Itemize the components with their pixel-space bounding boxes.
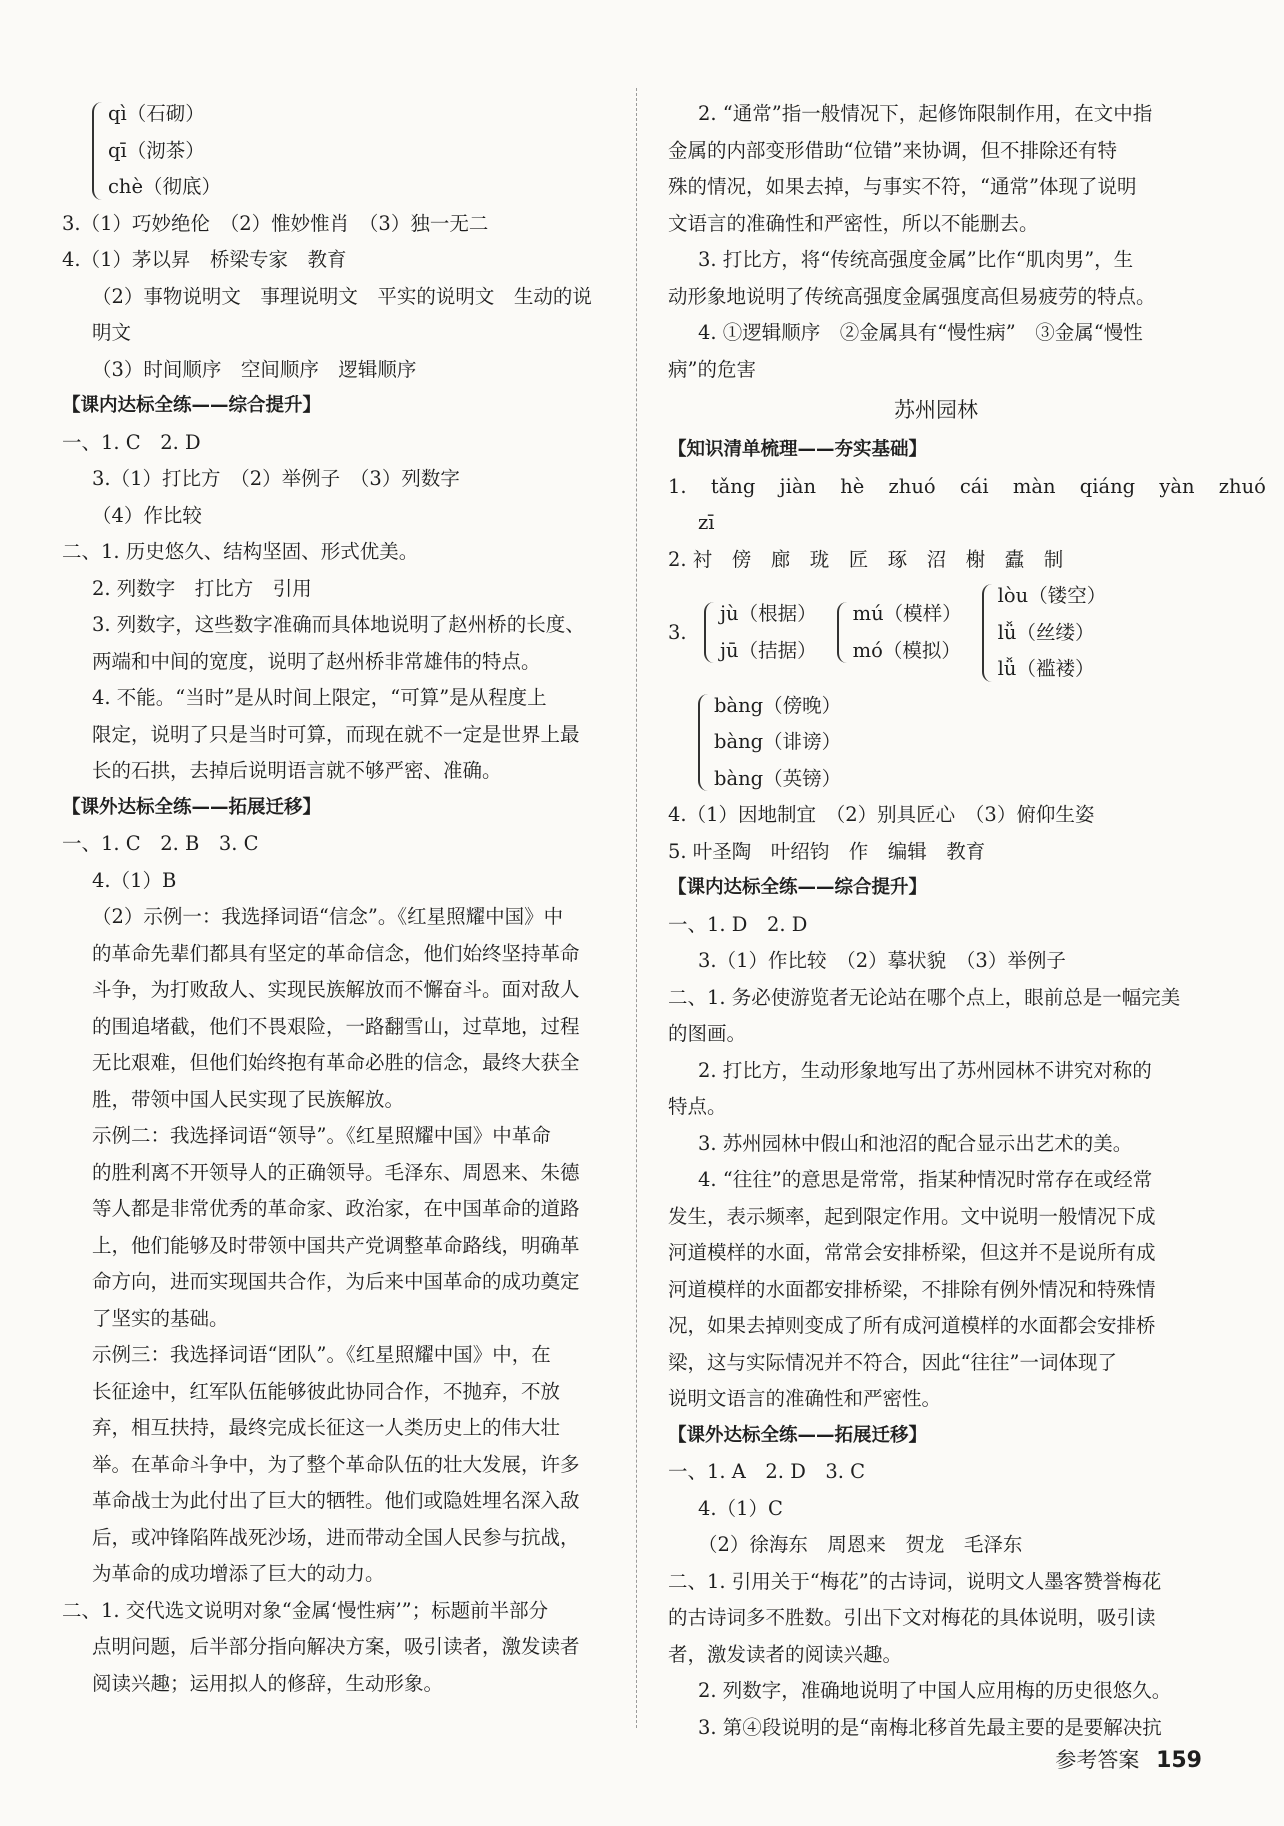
footer-label: 参考答案 (1055, 1748, 1140, 1772)
answer-line: 3. 苏州园林中假山和池沼的配合显示出艺术的美。 (698, 1131, 1133, 1155)
brace (92, 102, 104, 200)
answer-line: 动形象地说明了传统高强度金属强度高但易疲劳的特点。 (668, 284, 1156, 308)
answer-line: 斗争，为打败敌人、实现民族解放而不懈奋斗。面对敌人 (92, 978, 580, 1001)
answer-line: 后，或冲锋陷阵战死沙场，进而带动全国人民参与抗战， (92, 1525, 580, 1549)
section-heading: 【课内达标全练——综合提升】 (62, 395, 322, 416)
page-footer (1055, 1740, 1202, 1780)
answer-line: 阅读兴趣；运用拟人的修辞，生动形象。 (92, 1671, 444, 1695)
pinyin: hè (840, 474, 865, 498)
answer-line: 3. 列数字，这些数字准确而具体地说明了赵州桥的长度、 (92, 613, 585, 636)
answer-line: 2. 列数字，准确地说明了中国人应用梅的历史很悠久。 (698, 1679, 1172, 1702)
answer-line: 的革命先辈们都具有坚定的革命信念，他们始终坚持革命 (92, 941, 580, 965)
polyphone-group-bang (668, 688, 1204, 798)
answer-line: 3. 打比方，将“传统高强度金属”比作“肌肉男”，生 (698, 248, 1134, 271)
answer-line: 4.（1）因地制宜 （2）别具匠心 （3）俯仰生姿 (668, 803, 1095, 826)
poly-item: qī（沏茶） (108, 138, 205, 162)
page-number: 159 (1156, 1748, 1202, 1773)
pinyin: màn (1012, 474, 1056, 498)
answer-line: 4.（1）C (698, 1496, 783, 1520)
brace (837, 602, 849, 663)
answer-line: （4）作比较 (92, 503, 202, 527)
poly-item: lǚ（丝缕） (997, 620, 1095, 644)
answer-line: 2. 列数字 打比方 引用 (92, 576, 312, 600)
answer-line: 二、1. 历史悠久、结构坚固、形式优美。 (62, 540, 419, 563)
answer-line: 4. ①逻辑顺序 ②金属具有“慢性病” ③金属“慢性 (698, 321, 1143, 344)
answer-line: 梁，这与实际情况并不符合，因此“往往”一词体现了 (668, 1350, 1117, 1374)
answer-line: 3.（1）巧妙绝伦 （2）惟妙惟肖 （3）独一无二 (62, 211, 489, 235)
poly-item: bàng（诽谤） (714, 730, 842, 753)
polyphone-group-lou (982, 578, 1107, 688)
answer-line: 长征途中，红军队伍能够彼此协同合作，不抛弃，不放 (92, 1379, 561, 1403)
answer-line: （3）时间顺序 空间顺序 逻辑顺序 (92, 357, 417, 381)
section-heading: 【课外达标全练——拓展迁移】 (62, 796, 322, 818)
answer-line: 况，如果去掉则变成了所有成河道模样的水面都会安排桥 (668, 1314, 1156, 1337)
answer-line: 河道模样的水面，常常会安排桥梁，但这并不是说所有成 (668, 1241, 1156, 1264)
poly-item: chè（彻底） (108, 175, 222, 198)
answer-line: 者，激发读者的阅读兴趣。 (668, 1642, 903, 1666)
answer-line: 上，他们能够及时带领中国共产党调整革命路线，明确革 (92, 1233, 580, 1257)
poly-item: bàng（傍晚） (714, 693, 842, 717)
left-column (62, 96, 618, 1702)
answer-line: 两端和中间的宽度，说明了赵州桥非常雄伟的特点。 (92, 649, 541, 673)
answer-line: 金属的内部变形借助“位错”来协调，但不排除还有特 (668, 138, 1117, 162)
answer-line: 无比艰难，但他们始终抱有革命必胜的信念，最终大获全 (92, 1051, 580, 1074)
pinyin: cái (959, 474, 989, 498)
answer-line: 2. 衬 傍 廊 珑 匠 琢 沼 榭 蠹 制 (668, 547, 1064, 571)
column-divider (636, 88, 637, 1728)
item-number: 1. (668, 474, 687, 498)
answer-line: 一、1. D 2. D (668, 912, 808, 936)
poly-item: mú（模样） (852, 602, 962, 626)
answer-line: 4. 不能。“当时”是从时间上限定，“可算”是从程度上 (92, 686, 547, 709)
answer-line: 4. “往往”的意思是常常，指某种情况时常存在或经常 (698, 1168, 1153, 1191)
answer-line: 病”的危害 (668, 357, 756, 381)
polyphone-group-mu (837, 596, 962, 669)
pinyin: tǎng (710, 474, 756, 498)
brace (982, 584, 994, 682)
answer-line: 河道模样的水面都安排桥梁，不排除有例外情况和特殊情 (668, 1277, 1156, 1301)
answer-line: （2）示例一：我选择词语“信念”。《红星照耀中国》中 (92, 905, 564, 928)
poly-item: bàng（英镑） (714, 766, 842, 790)
answer-line: 一、1. A 2. D 3. C (668, 1460, 866, 1483)
answer-line: 发生，表示频率，起到限定作用。文中说明一般情况下成 (668, 1204, 1156, 1228)
item-number: 3. (668, 621, 687, 645)
right-column (668, 96, 1266, 1746)
pinyin: qiáng (1079, 474, 1136, 498)
poly-item: mó（模拟） (852, 638, 961, 662)
brace (704, 602, 716, 663)
answer-line: 胜，带领中国人民实现了民族解放。 (92, 1087, 405, 1111)
answer-line: 一、1. C 2. B 3. C (62, 832, 259, 855)
answer-line: 3.（1）打比方 （2）举例子 （3）列数字 (92, 467, 460, 490)
answer-line: 为革命的成功增添了巨大的动力。 (92, 1562, 385, 1585)
answer-line: （2）徐海东 周恩来 贺龙 毛泽东 (698, 1533, 1023, 1556)
pinyin: jiàn (779, 474, 816, 498)
pinyin: zhuó (1218, 474, 1266, 498)
answer-line: 文语言的准确性和严密性，所以不能删去。 (668, 211, 1039, 235)
answer-line: 说明文语言的准确性和严密性。 (668, 1387, 942, 1410)
answer-line: 特点。 (668, 1095, 727, 1118)
answer-line: 二、1. 引用关于“梅花”的古诗词，说明文人墨客赞誉梅花 (668, 1569, 1162, 1593)
answer-line: 示例三：我选择词语“团队”。《红星照耀中国》中，在 (92, 1343, 551, 1366)
answer-line: 革命战士为此付出了巨大的牺牲。他们或隐姓埋名深入敌 (92, 1489, 580, 1512)
poly-item: qì（石砌） (108, 102, 205, 125)
answer-line: 一、1. C 2. D (62, 430, 201, 454)
answer-line: 限定，说明了只是当时可算，而现在就不一定是世界上最 (92, 722, 580, 746)
answer-line: 示例二：我选择词语“领导”。《红星照耀中国》中革命 (92, 1124, 551, 1147)
answer-line: （2）事物说明文 事理说明文 平实的说明文 生动的说 (92, 284, 592, 308)
poly-item: lòu（镂空） (997, 584, 1107, 607)
answer-line: 命方向，进而实现国共合作，为后来中国革命的成功奠定 (92, 1270, 580, 1293)
answer-line: 等人都是非常优秀的革命家、政治家，在中国革命的道路 (92, 1197, 580, 1220)
answer-line: 二、1. 务必使游览者无论站在哪个点上，眼前总是一幅完美 (668, 985, 1181, 1009)
answer-line: 举。在革命斗争中，为了整个革命队伍的壮大发展，许多 (92, 1452, 580, 1476)
answer-line: 的图画。 (668, 1022, 747, 1045)
pinyin: yàn (1159, 474, 1195, 498)
answer-line: 点明问题，后半部分指向解决方案，吸引读者，激发读者 (92, 1635, 580, 1658)
poly-item: jù（根据） (720, 602, 817, 626)
section-heading: 【课外达标全练——拓展迁移】 (668, 1424, 928, 1446)
section-heading: 【课内达标全练——综合提升】 (668, 877, 928, 898)
answer-line: 4.（1）茅以昇 桥梁专家 教育 (62, 248, 347, 271)
answer-line: 二、1. 交代选文说明对象“金属‘慢性病’”；标题前半部分 (62, 1598, 549, 1622)
poly-item: jū（拮据） (720, 638, 817, 662)
lesson-title: 苏州园林 (894, 398, 978, 422)
answer-line: 弃，相互扶持，最终完成长征这一人类历史上的伟大壮 (92, 1416, 561, 1439)
answer-line: 的古诗词多不胜数。引出下文对梅花的具体说明，吸引读 (668, 1606, 1156, 1629)
answer-line: 4.（1）B (92, 868, 177, 892)
polyphone-row (668, 578, 1204, 688)
poly-item: lǚ（褴褛） (997, 657, 1095, 680)
answer-line: 3.（1）作比较 （2）摹状貌 （3）举例子 (698, 949, 1066, 972)
pinyin: zī (698, 511, 715, 534)
answer-line: 的围追堵截，他们不畏艰险，一路翻雪山，过草地，过程 (92, 1014, 580, 1038)
answer-line: 2. 打比方，生动形象地写出了苏州园林不讲究对称的 (698, 1058, 1152, 1082)
pinyin-answers (668, 469, 1266, 506)
answer-line: 的胜利离不开领导人的正确领导。毛泽东、周恩来、朱德 (92, 1160, 580, 1184)
section-heading: 【知识清单梳理——夯实基础】 (668, 439, 928, 460)
answer-line: 明文 (92, 321, 132, 344)
brace (698, 694, 710, 792)
polyphone-group-qi (62, 96, 618, 206)
polyphone-group-ju (704, 596, 817, 669)
answer-line: 2. “通常”指一般情况下，起修饰限制作用，在文中指 (698, 102, 1153, 125)
answer-line: 殊的情况，如果去掉，与事实不符，“通常”体现了说明 (668, 175, 1137, 198)
answer-line: 5. 叶圣陶 叶绍钧 作 编辑 教育 (668, 839, 986, 863)
answer-line: 长的石拱，去掉后说明语言就不够严密、准确。 (92, 759, 502, 782)
answer-line: 3. 第④段说明的是“南梅北移首先最主要的是要解决抗 (698, 1715, 1162, 1739)
pinyin: zhuó (888, 474, 936, 498)
answer-line: 了坚实的基础。 (92, 1306, 229, 1330)
